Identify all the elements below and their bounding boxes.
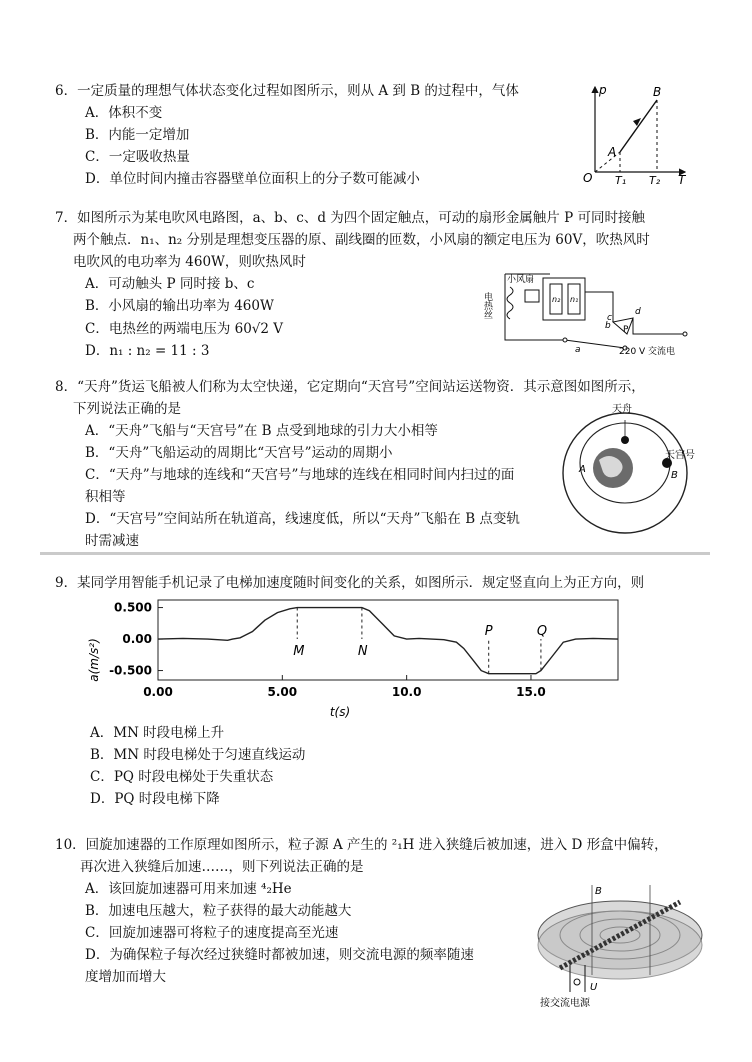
contact-p: P <box>623 325 629 335</box>
q10-stem-2: 再次进入狭缝后加速……，则下列说法正确的是 <box>80 859 364 875</box>
y-axis-label: a(m/s²) <box>87 638 101 682</box>
q8-option-c: C．“天舟”与地球的连线和“天宫号”与地球的连线在相同时间内扫过的面 <box>85 467 515 483</box>
q9-option-a: A．MN 时段电梯上升 <box>90 725 225 741</box>
x-axis-label: t(s) <box>329 705 351 719</box>
q8-option-b: B．“天舟”飞船运动的周期比“天宫号”运动的周期小 <box>85 445 393 461</box>
contact-a: a <box>575 345 581 355</box>
q10-option-a: A．该回旋加速器可用来加速 ⁴₂He <box>85 881 292 897</box>
x-tick-label: 0.00 <box>143 685 173 699</box>
q7-stem-3: 电吹风的电功率为 460W，则吹热风时 <box>73 254 306 270</box>
q7-stem-1: 7．如图所示为某电吹风电路图，a、b、c、d 为四个固定触点，可动的扇形金属触片 P 可同时接触 <box>55 210 645 226</box>
origin-label: O <box>583 171 593 185</box>
process-line <box>620 100 657 152</box>
tianzhou-label: 天舟 <box>612 404 632 415</box>
q9-option-c: C．PQ 时段电梯处于失重状态 <box>90 769 274 785</box>
q10-option-c: C．回旋加速器可将粒子的速度提高至光速 <box>85 925 339 941</box>
point-b-label: B <box>653 85 662 99</box>
t-label: T <box>678 173 686 187</box>
q7-option-d: D．n₁ : n₂ = 11 : 3 <box>85 343 210 359</box>
q6-option-a: A．体积不变 <box>85 105 163 121</box>
p-label: p <box>599 83 607 97</box>
ac-caption: 接交流电源 <box>540 998 590 1009</box>
bottom-wire <box>565 340 625 348</box>
annotation-q: Q <box>536 624 548 640</box>
q10-option-b: B．加速电压越大，粒子获得的最大动能越大 <box>85 903 352 919</box>
q10-option-d: D．为确保粒子每次经过狭缝时都被加速，则交流电源的频率随速 <box>85 947 474 963</box>
q8-option-d: D．“天宫号”空间站所在轨道高，线速度低，所以“天舟”飞船在 B 点变轨 <box>85 511 520 527</box>
q7-option-b: B．小风扇的输出功率为 460W <box>85 298 274 314</box>
acceleration-series-line <box>158 608 618 674</box>
n2-label: n₂ <box>552 295 561 304</box>
annotation-p: P <box>484 624 493 640</box>
x-tick-label: 10.0 <box>391 685 422 699</box>
q10-stem-1: 10．回旋加速器的工作原理如图所示，粒子源 A 产生的 ²₁H 进入狭缝后被加速，进入 D 形盒中偏转， <box>55 837 668 853</box>
point-a-label: A <box>608 145 617 159</box>
q8-stem-2: 下列说法正确的是 <box>73 401 181 417</box>
t2-label: T₂ <box>649 174 661 187</box>
n1-label: n₁ <box>570 295 579 304</box>
q6-pt-graph <box>575 82 695 187</box>
q7-option-c: C．电热丝的两端电压为 60√2 V <box>85 321 284 337</box>
q8-option-a: A．“天舟”飞船与“天宫号”在 B 点受到地球的引力大小相等 <box>85 423 438 439</box>
x-tick-label: 15.0 <box>516 685 546 699</box>
q9-stem: 9．某同学用智能手机记录了电梯加速度随时间变化的关系，如图所示．规定竖直向上为正方向，则 <box>55 575 645 591</box>
b-label: B <box>595 886 602 897</box>
point-a-label: A <box>579 464 586 475</box>
tiangong-label: 天宫号 <box>665 450 695 461</box>
q6-stem: 6．一定质量的理想气体状态变化过程如图所示，则从 A 到 B 的过程中，气体 <box>55 83 519 99</box>
supply-wire <box>633 318 685 334</box>
u-label: U <box>590 982 598 993</box>
supply-label: 220 V 交流电 <box>619 347 676 357</box>
y-tick-label: 0.500 <box>114 600 152 615</box>
contact-b: b <box>605 321 611 331</box>
ac-source-icon <box>574 979 580 985</box>
point-b-label: B <box>671 470 678 481</box>
q8-stem-1: 8．“天舟”货运飞船被人们称为太空快递，它定期向“天宫号”空间站运送物资．其示意图如图所示， <box>55 379 645 395</box>
q7-stem-2: 两个触点．n₁、n₂ 分别是理想变压器的原、副线圈的匝数，小风扇的额定电压为 60V，吹热风时 <box>73 232 650 248</box>
q8-orbit-diagram <box>555 398 705 548</box>
heater-label: 电热丝 <box>482 292 492 319</box>
heater-coil <box>507 287 513 319</box>
q8-option-d-cont: 时需减速 <box>85 533 139 549</box>
fan-box <box>525 290 539 302</box>
q7-circuit-diagram <box>482 262 700 357</box>
q6-option-d: D．单位时间内撞击容器壁单位面积上的分子数可能减小 <box>85 171 420 187</box>
annotation-n: N <box>357 644 368 660</box>
x-tick-label: 5.00 <box>267 685 298 699</box>
q6-option-c: C．一定吸收热量 <box>85 149 190 165</box>
section-divider <box>40 552 710 555</box>
fan-label: 小风扇 <box>507 275 535 285</box>
contact-d: d <box>635 307 641 317</box>
y-tick-label: 0.00 <box>122 632 152 647</box>
annotation-m: M <box>293 644 305 660</box>
q8-option-c-cont: 积相等 <box>85 489 126 505</box>
t1-label: T₁ <box>615 174 627 187</box>
q9-acceleration-chart <box>80 594 630 719</box>
q10-option-d-cont: 度增加而增大 <box>85 969 166 985</box>
contact-c: c <box>607 313 612 323</box>
q6-option-b: B．内能一定增加 <box>85 127 190 143</box>
q9-option-d: D．PQ 时段电梯下降 <box>90 791 220 807</box>
q9-option-b: B．MN 时段电梯处于匀速直线运动 <box>90 747 306 763</box>
q10-cyclotron-diagram <box>530 880 710 1010</box>
y-tick-label: -0.500 <box>109 663 152 678</box>
q7-option-a: A．可动触头 P 同时接 b、c <box>85 276 255 292</box>
